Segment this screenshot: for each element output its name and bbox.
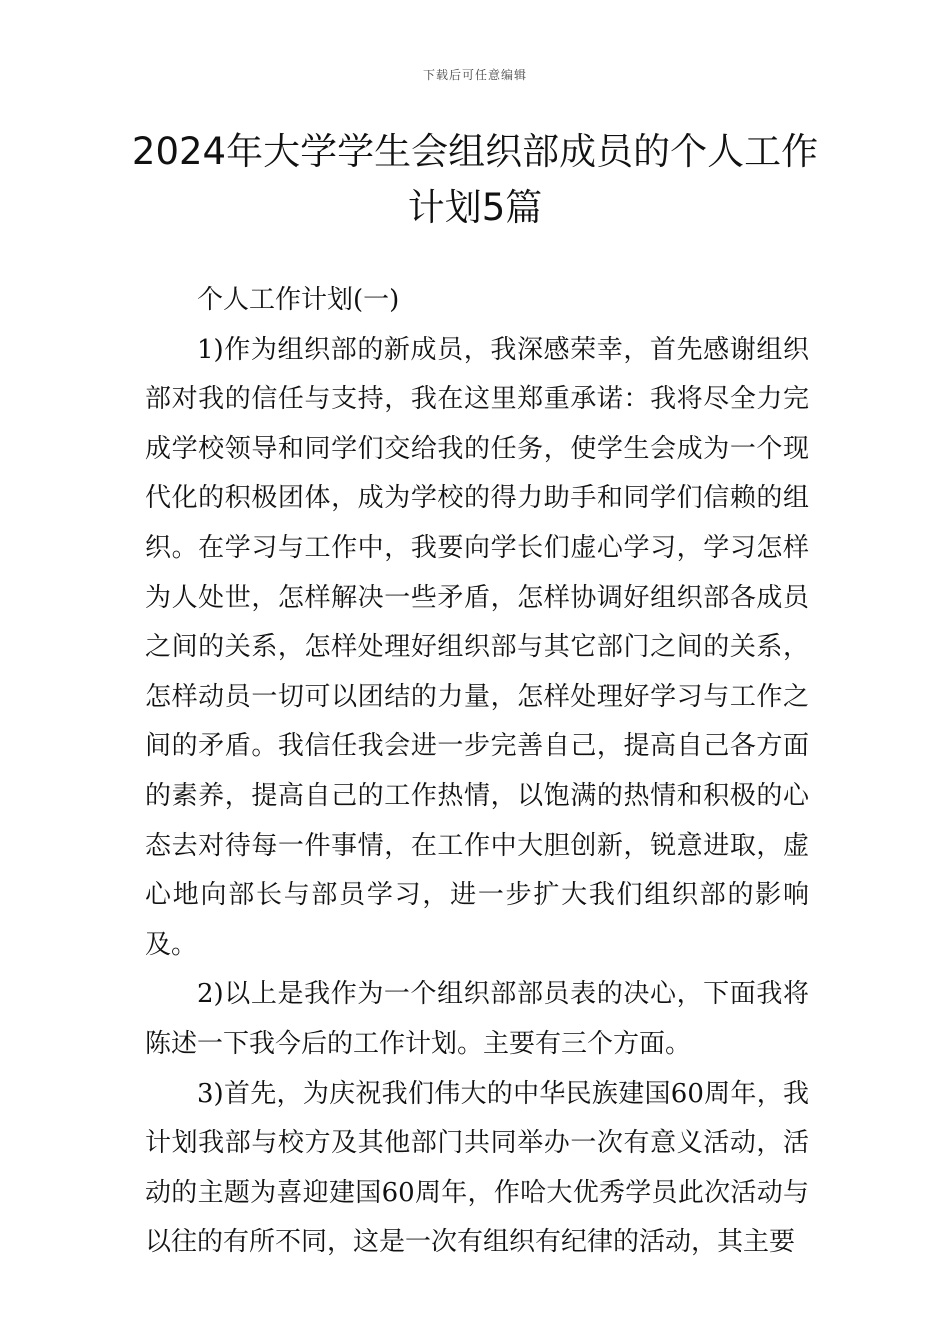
page-header-note: 下载后可任意编辑 (422, 68, 527, 82)
section-heading: 个人工作计划(一) (197, 285, 400, 315)
paragraph-3: 3)首先，为庆祝我们伟大的中华民族建国60周年，我计划我部与校方及其他部门共同举办一次有意义活动，活动的主题为喜迎建国60周年，作哈大优秀学员此次活动与以往的有所不同，这是一次有组织有纪律的活动，其主要 (145, 1078, 809, 1258)
paragraph-2: 2)以上是我作为一个组织部部员表的决心，下面我将陈述一下我今后的工作计划。主要有三个方面。 (145, 979, 809, 1059)
document-title: 2024年大学学生会组织部成员的个人工作计划5篇 (131, 130, 819, 229)
document-body (145, 276, 809, 1268)
paragraph-1: 1)作为组织部的新成员，我深感荣幸，首先感谢组织部对我的信任与支持，我在这里郑重承诺：我将尽全力完成学校领导和同学们交给我的任务，使学生会成为一个现代化的积极团体，成为学校的得力助手和同学们信赖的组织。在学习与工作中，我要向学长们虚心学习，学习怎样为人处世，怎样解决一些矛盾，怎样协调好组织部各成员之间的关系，怎样处理好组织部与其它部门之间的关系，怎样动员一切可以团结的力量，怎样处理好学习与工作之间的矛盾。我信任我会进一步完善自己，提高自己各方面的素养，提高自己的工作热情，以饱满的热情和积极的心态去对待每一件事情，在工作中大胆创新，锐意进取，虚心地向部长与部员学习，进一步扩大我们组织部的影响及。 (145, 334, 809, 960)
